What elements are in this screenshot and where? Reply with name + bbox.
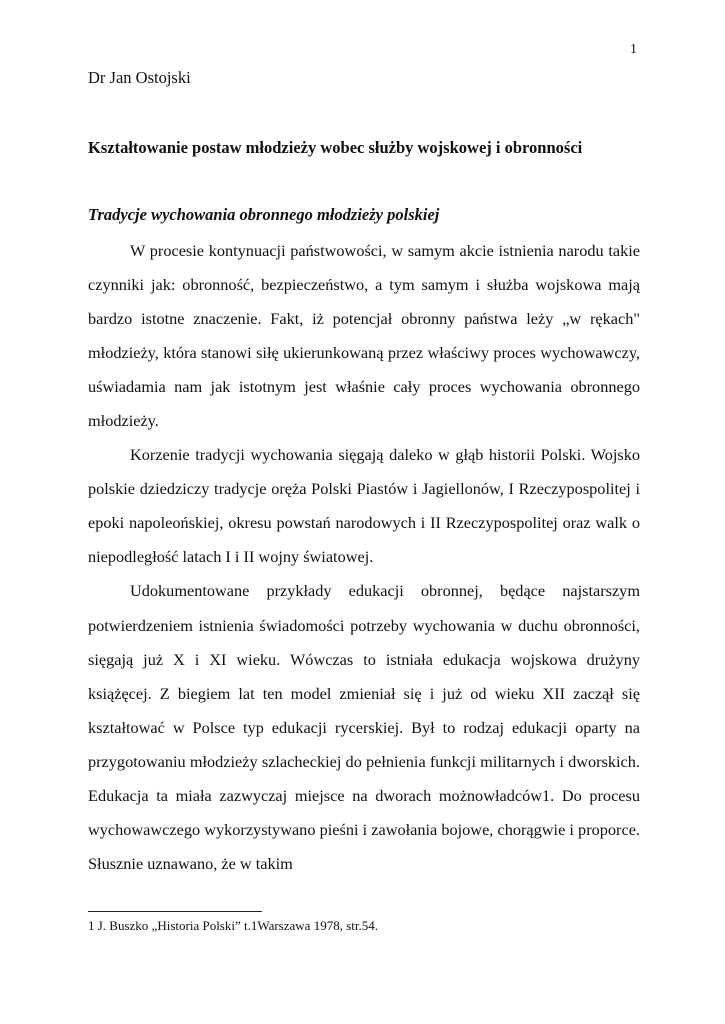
footnote-divider (88, 911, 262, 912)
paragraph-2: Korzenie tradycji wychowania sięgają daleko w głąb historii Polski. Wojsko polskie dziedziczy tradycje oręża Polski Piastów i Jagiellonów, I Rzeczypospolitej i epoki napoleońskiej, okresu powstań narodowych i II Rzeczypospolitej oraz walk o niepodległość latach I i II wojny światowej. (88, 445, 640, 567)
paragraph-1: W procesie kontynuacji państwowości, w samym akcie istnienia narodu takie czynniki jak: obronność, bezpieczeństwo, a tym samym i służba wojskowa mają bardzo istotne znaczenie. Fakt, iż potencjał obronny państwa leży „w rękach" młodzieży, która stanowi siłę ukierunkowaną przez właściwy proces wychowawczy, uświadamia nam jak istotnym jest właśnie cały proces wychowania obronnego młodzieży. (88, 241, 640, 431)
author-name: Dr Jan Ostojski (88, 68, 191, 87)
body-text (88, 234, 640, 881)
footnote: 1 J. Buszko „Historia Polski” t.1Warszawa 1978, str.54. (88, 918, 378, 933)
paragraph-3: Udokumentowane przykłady edukacji obronnej, będące najstarszym potwierdzeniem istnienia świadomości potrzeby wychowania w duchu obronności, sięgają już X i XI wieku. Wówczas to istniała edukacja wojskowa drużyny książęcej. Z biegiem lat ten model zmieniał się i już od wieku XII zaczął się kształtować w Polsce typ edukacji rycerskiej. Był to rodzaj edukacji oparty na przygotowaniu młodzieży szlacheckiej do pełnienia funkcji militarnych i dworskich. Edukacja ta miała zazwyczaj miejsce na dworach możnowładców1. Do procesu wychowawczego wykorzystywano pieśni i zawołania bojowe, chorągwie i proporce. Słusznie uznawano, że w takim (88, 581, 640, 873)
document-title: Kształtowanie postaw młodzieży wobec służby wojskowej i obronności (88, 138, 583, 157)
page-number: 1 (630, 42, 637, 57)
section-heading: Tradycje wychowania obronnego młodzieży polskiej (88, 205, 440, 224)
